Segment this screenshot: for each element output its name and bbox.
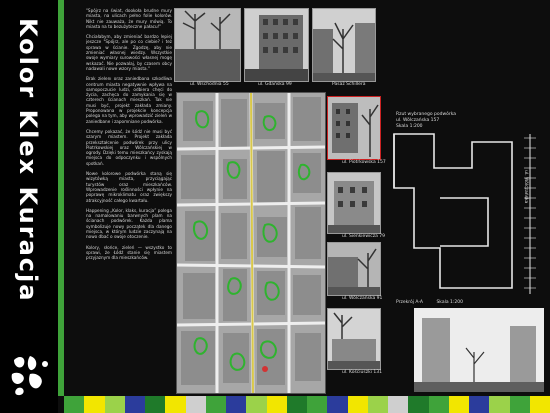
photo-sienkiewicza bbox=[327, 172, 381, 234]
color-stripe bbox=[307, 396, 328, 413]
text-paragraph: Kolory, słońce, zieleń — wszystko to sprawi, że Łódź stanie się miastem przyjaznym dla mieszkańców. bbox=[86, 244, 172, 261]
photo-caption: Pasaż Schillera bbox=[332, 82, 366, 87]
color-stripe-bar bbox=[64, 396, 550, 413]
photo-caption: ul. Sienkiewicza 79 bbox=[342, 234, 385, 239]
color-stripe bbox=[287, 396, 308, 413]
color-stripe bbox=[206, 396, 227, 413]
color-stripe bbox=[449, 396, 470, 413]
color-stripe bbox=[105, 396, 126, 413]
color-stripe bbox=[408, 396, 429, 413]
color-stripe bbox=[267, 396, 288, 413]
color-stripe bbox=[246, 396, 267, 413]
section-drawing bbox=[414, 308, 544, 392]
green-accent-strip bbox=[58, 0, 64, 396]
photo-kosciuszki bbox=[327, 308, 381, 370]
photo-caption: ul. Piotrkowska 157 bbox=[342, 160, 386, 165]
text-paragraph: Chcemy pokazać, że Łódź nie musi być szarym miastem. Projekt zakłada przekształcenie podwórek przy ulicy Piotrkowskiej oraz Wólczańskiej w ogrody. Dzięki temu mieszkańcy zyskają miejsca do odpoczynku i wspólnych spotkań. bbox=[86, 128, 172, 166]
city-map bbox=[176, 92, 326, 394]
color-stripe bbox=[145, 396, 166, 413]
color-stripe bbox=[489, 396, 510, 413]
left-title-bar bbox=[0, 0, 58, 413]
color-stripe bbox=[125, 396, 146, 413]
plan-address: ul. Wólczańska 157 bbox=[396, 118, 440, 123]
splash-logo-icon bbox=[8, 352, 52, 396]
text-paragraph: Happening „Kolor, klaks, kuracja” polega na namalowaniu barwnych plam na ścianach podwórek. Każda plama symbolizuje nowy początek dla danego miejsca, w którym ludzie zaczynają na nowo dbać o swoje otoczenie. bbox=[86, 207, 172, 240]
color-stripe bbox=[388, 396, 409, 413]
street-label: ul. Wólczańska bbox=[523, 170, 528, 204]
color-stripe bbox=[530, 396, 550, 413]
plan-title: Rzut wybranego podwórka bbox=[396, 112, 457, 117]
photo-wolczanska-91 bbox=[327, 242, 381, 296]
color-stripe bbox=[327, 396, 348, 413]
text-paragraph: Chciałabym, aby zmieniać bardzo lepiej jeszcze "Spójrz, ale po co ciebie? i też sprawa w ścianie. Zgodzę, aby nie zmieniać własnej wiedzy. Wszystkie swoje wymiary surowości własnej mogę wskazać. Nie pozwalaj, by czasem obcy nadawali nowe wzory miasta." bbox=[86, 34, 172, 71]
text-paragraph: "Spójrz na świat, dookoła brudne mury miasta, na ulicach pełno folie kolorów. Nikt nie zauważa, że mury mówią. To miasta na to bezużyteczne pałacu!" bbox=[86, 8, 172, 29]
color-stripe bbox=[186, 396, 207, 413]
color-stripe bbox=[226, 396, 247, 413]
section-labels bbox=[396, 300, 463, 306]
plan-scale: Skala 1:200 bbox=[396, 124, 423, 129]
color-stripe bbox=[469, 396, 490, 413]
description-text bbox=[86, 8, 172, 390]
text-paragraph: Brak zielenı oraz zaniedbana szkodliwa centrum miasta negatywnie wpływa na samopoczucie ludzi, odbiera chęci do życia, zachęca do zamykania się w czterech ścianach mieszkań. Tak nie musi być, projekt zakłada zmiany. Proponowana w projekcie koncepcja polega na tym, aby wprowadzić zieleń w zaniedbane i zapomniane podwórka. bbox=[86, 76, 172, 124]
photo-gdanska bbox=[244, 8, 309, 82]
photo-piotrkowska bbox=[327, 96, 381, 160]
street-label-wrap bbox=[520, 170, 528, 230]
color-stripe bbox=[84, 396, 105, 413]
photo-caption: ul. Wschodnia 55 bbox=[190, 82, 229, 87]
photo-pasaz bbox=[312, 8, 376, 82]
section-title: Przekrój A-A bbox=[396, 300, 423, 305]
color-stripe bbox=[368, 396, 389, 413]
photo-caption: ul. Kościuszki 131 bbox=[342, 370, 382, 375]
text-paragraph: Nowe kolorowe podwórka staną się wizytówką miasta, przyciągając turystów oraz mieszkańców. Wprowadzenie roślinności wpłynie na poprawę mikroklimatu oraz zwiększy atrakcyjność całego kwartału. bbox=[86, 171, 172, 203]
color-stripe bbox=[348, 396, 369, 413]
color-stripe bbox=[64, 396, 85, 413]
color-stripe bbox=[429, 396, 450, 413]
title-text: Kolor Klex Kuracja bbox=[14, 18, 42, 303]
section-scale: Skala 1:200 bbox=[436, 300, 463, 305]
vertical-title bbox=[14, 18, 42, 303]
photo-caption: ul. Wólczańska 91 bbox=[342, 296, 383, 301]
color-stripe bbox=[510, 396, 531, 413]
color-stripe bbox=[165, 396, 186, 413]
photo-caption: ul. Gdańska 99 bbox=[258, 82, 292, 87]
photo-wschodnia bbox=[174, 8, 241, 82]
